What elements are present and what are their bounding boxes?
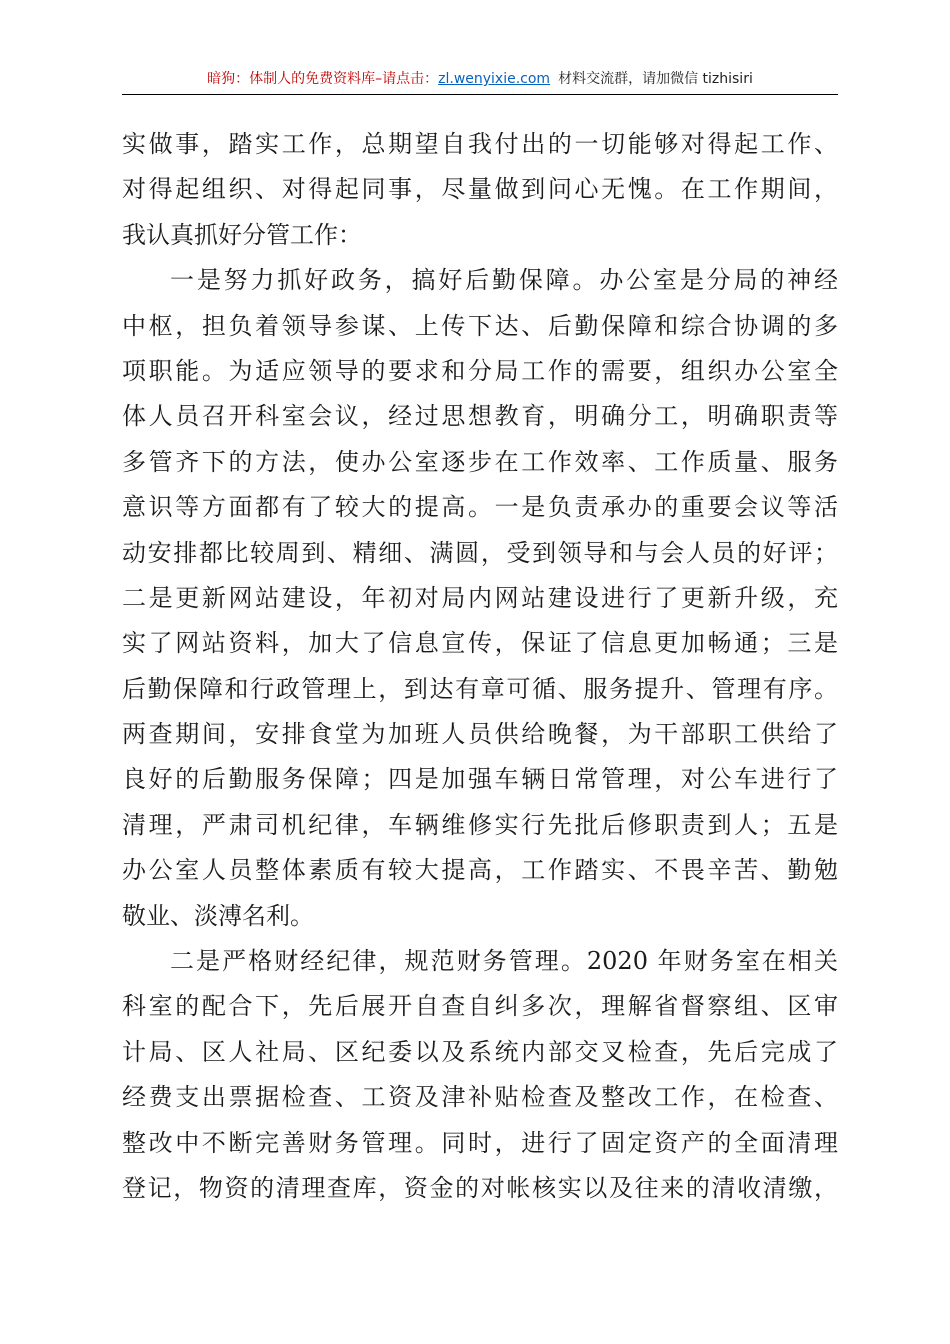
- body-line: 办公室人员整体素质有较大提高，工作踏实、不畏辛苦、勤勉: [122, 856, 838, 885]
- body-line: 两查期间，安排食堂为加班人员供给晚餐，为干部职工供给了: [122, 720, 838, 749]
- body-line: 整改中不断完善财务管理。同时，进行了固定资产的全面清理: [122, 1128, 838, 1157]
- paragraph-heading-1: 一是努力抓好政务，搞好后勤保障。办公室是分局的神经: [170, 266, 838, 295]
- body-line: 实了网站资料，加大了信息宣传，保证了信息更加畅通；三是: [122, 629, 838, 658]
- body-line: 良好的后勤服务保障；四是加强车辆日常管理，对公车进行了: [122, 765, 838, 794]
- body-line: 科室的配合下，先后展开自查自纠多次，理解省督察组、区审: [122, 992, 838, 1021]
- body-line: 中枢，担负着领导参谋、上传下达、后勤保障和综合协调的多: [122, 311, 838, 340]
- body-line: 登记，物资的清理查库，资金的对帐核实以及往来的清收清缴，: [122, 1173, 838, 1202]
- header-contact: 材料交流群，请加微信 tizhisiri: [558, 71, 753, 87]
- body-line: 动安排都比较周到、精细、满圆，受到领导和与会人员的好评；: [122, 538, 838, 567]
- body-line: 经费支出票据检查、工资及津补贴检查及整改工作，在检查、: [122, 1083, 838, 1112]
- body-line: 多管齐下的方法，使办公室逐步在工作效率、工作质量、服务: [122, 447, 838, 476]
- body-line: 清理，严肃司机纪律，车辆维修实行先批后修职责到人；五是: [122, 810, 838, 839]
- body-line: 后勤保障和行政管理上，到达有章可循、服务提升、管理有序。: [122, 674, 838, 703]
- body-line: 敬业、淡溥名利。: [122, 901, 314, 930]
- header-link[interactable]: zl.wenyixie.com: [438, 71, 551, 87]
- document-body: [122, 122, 838, 1211]
- body-line: 体人员召开科室会议，经过思想教育，明确分工，明确职责等: [122, 402, 838, 431]
- header-prompt: –请点击：: [375, 71, 439, 87]
- page-header: [122, 66, 838, 95]
- body-line: 实做事，踏实工作，总期望自我付出的一切能够对得起工作、: [122, 130, 838, 158]
- body-line: 二是更新网站建设，年初对局内网站建设进行了更新升级，充: [122, 583, 838, 612]
- body-line: 对得起组织、对得起同事，尽量做到问心无愧。在工作期间，: [122, 175, 838, 204]
- body-line: 我认真抓好分管工作：: [122, 220, 362, 249]
- header-brand: 暗狗：体制人的免费资料库: [207, 71, 376, 87]
- body-line: 计局、区人社局、区纪委以及系统内部交叉检查，先后完成了: [122, 1037, 838, 1066]
- paragraph-heading-2: 二是严格财经纪律，规范财务管理。2020 年财务室在相关: [170, 947, 838, 976]
- body-line: 意识等方面都有了较大的提高。一是负责承办的重要会议等活: [122, 493, 838, 522]
- body-line: 项职能。为适应领导的要求和分局工作的需要，组织办公室全: [122, 356, 838, 385]
